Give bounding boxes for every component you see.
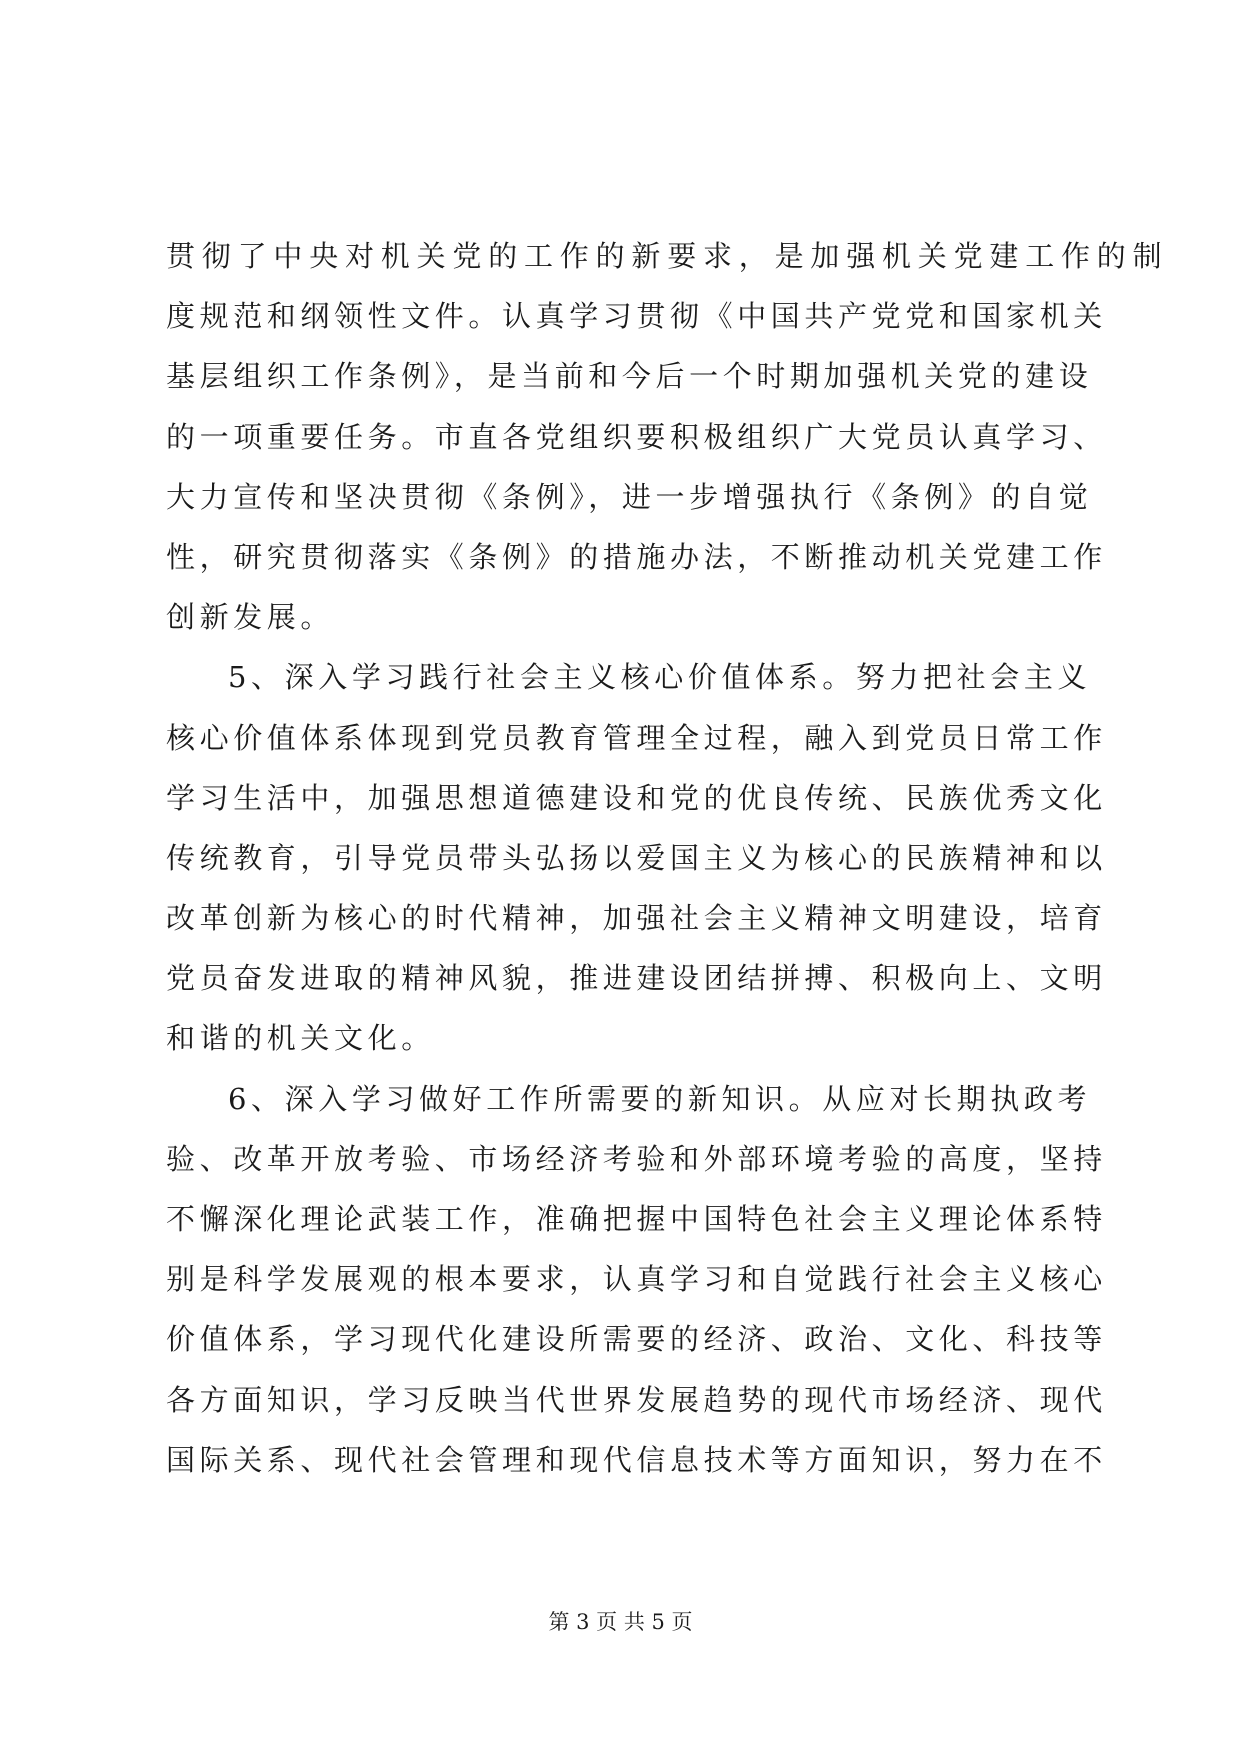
text-line: 别是科学发展观的根本要求，认真学习和自觉践行社会主义核心 (166, 1262, 1107, 1297)
text-line: 和谐的机关文化。 (166, 1021, 435, 1056)
text-line: 验、改革开放考验、市场经济考验和外部环境考验的高度，坚持 (166, 1141, 1107, 1176)
text-line: 5、深入学习践行社会主义核心价值体系。努力把社会主义 (228, 660, 1092, 695)
text-line: 不懈深化理论武装工作，准确把握中国特色社会主义理论体系特 (166, 1202, 1107, 1236)
body-text (166, 226, 1169, 1490)
text-line: 贯彻了中央对机关党的工作的新要求，是加强机关党建工作的制 (166, 239, 1169, 273)
text-line: 学习生活中，加强思想道德建设和党的优良传统、民族优秀文化 (166, 780, 1107, 815)
text-line: 改革创新为核心的时代精神，加强社会主义精神文明建设，培育 (166, 901, 1107, 936)
text-line: 各方面知识，学习反映当代世界发展趋势的现代市场经济、现代 (166, 1382, 1107, 1417)
text-line: 传统教育，引导党员带头弘扬以爱国主义为核心的民族精神和以 (166, 840, 1107, 875)
text-line: 国际关系、现代社会管理和现代信息技术等方面知识，努力在不 (166, 1442, 1107, 1477)
text-line: 性，研究贯彻落实《条例》的措施办法，不断推动机关党建工作 (166, 539, 1107, 574)
text-line: 核心价值体系体现到党员教育管理全过程，融入到党员日常工作 (166, 720, 1107, 755)
page-footer: 第 3 页 共 5 页 (548, 1610, 693, 1634)
text-line: 大力宣传和坚决贯彻《条例》，进一步增强执行《条例》的自觉 (166, 479, 1093, 514)
text-line: 的一项重要任务。市直各党组织要积极组织广大党员认真学习、 (166, 419, 1107, 454)
text-line: 价值体系，学习现代化建设所需要的经济、政治、文化、科技等 (166, 1322, 1107, 1357)
text-line: 创新发展。 (166, 600, 335, 635)
text-line: 6、深入学习做好工作所需要的新知识。从应对长期执政考 (228, 1081, 1092, 1116)
text-line: 度规范和纲领性文件。认真学习贯彻《中国共产党党和国家机关 (166, 299, 1107, 334)
text-line: 党员奋发进取的精神风貌，推进建设团结拼搏、积极向上、文明 (166, 961, 1107, 996)
text-line: 基层组织工作条例》，是当前和今后一个时期加强机关党的建设 (166, 359, 1093, 394)
